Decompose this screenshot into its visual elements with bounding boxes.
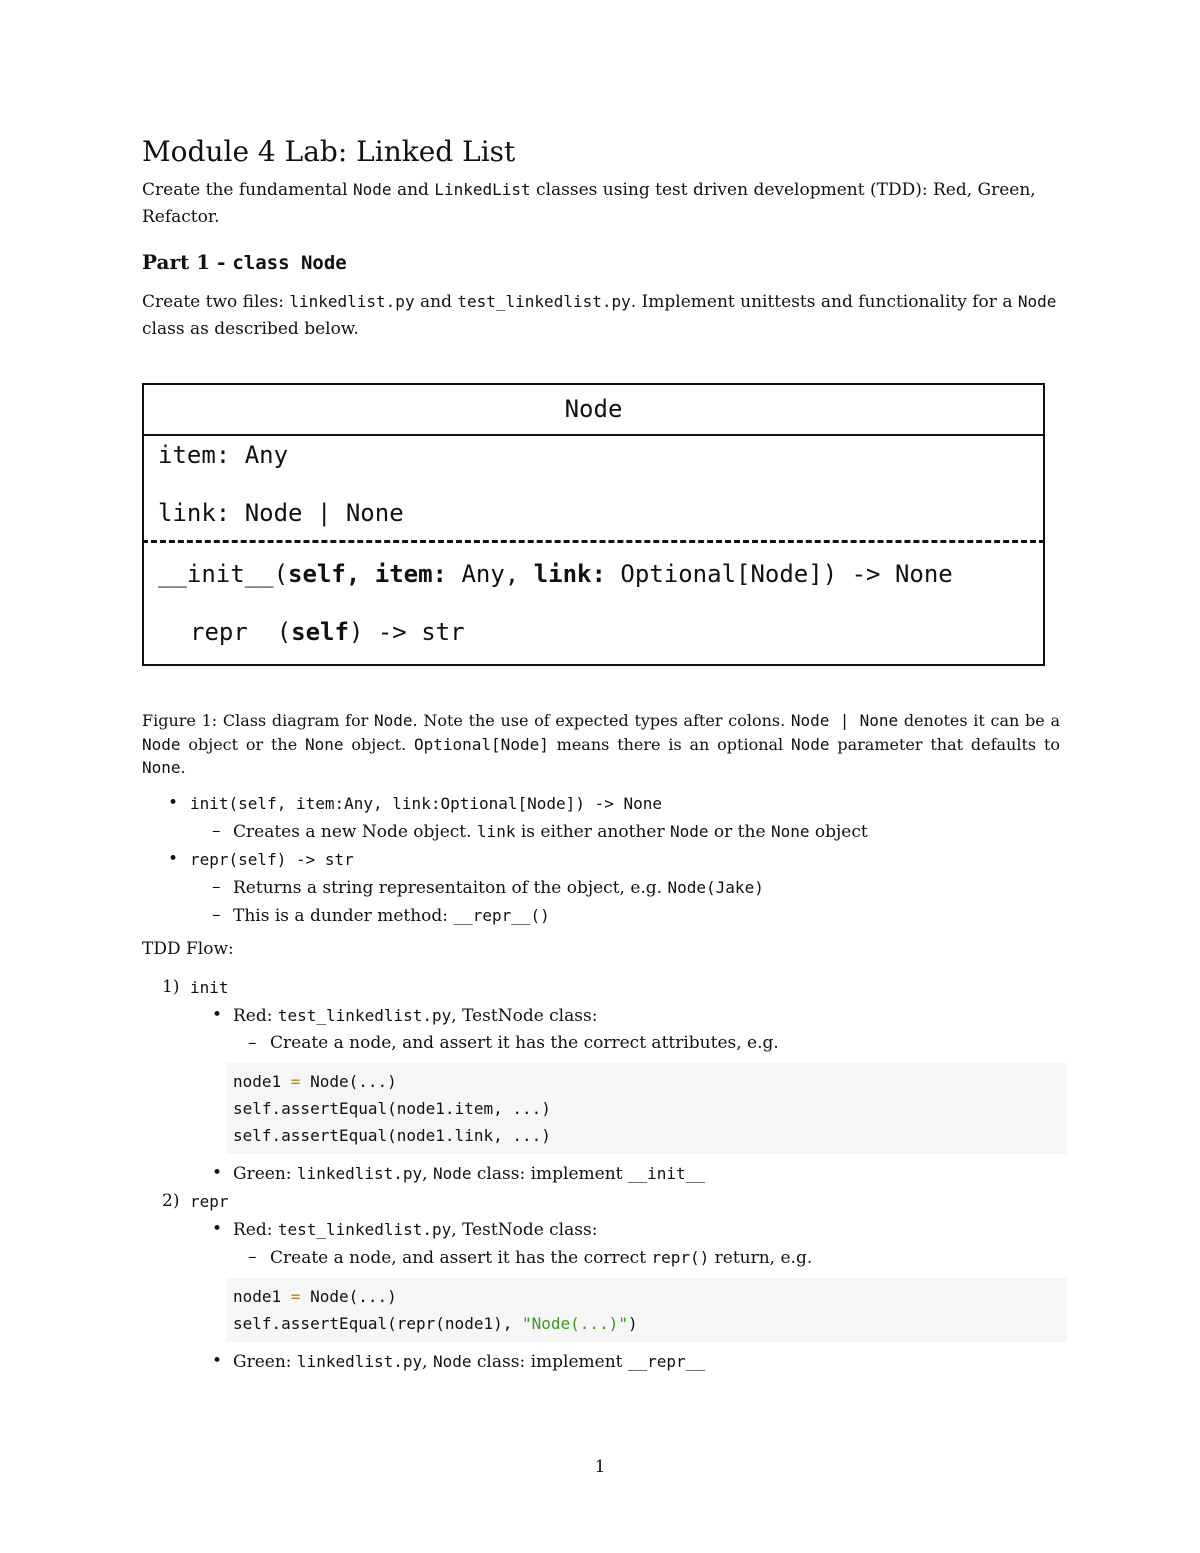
method-signature: repr(self) -> str: [190, 850, 354, 869]
caption-text: object.: [343, 734, 414, 754]
step-text: return, e.g.: [709, 1248, 813, 1268]
tdd-step-init: [142, 974, 1060, 1002]
method-list: [142, 790, 1060, 930]
caption-code: Node: [374, 711, 413, 730]
desc-text: or the: [708, 822, 771, 842]
caption-text: . Note the use of expected types after colons.: [412, 711, 791, 730]
code-line: [233, 1283, 1060, 1310]
page-number: 1: [594, 1457, 606, 1477]
caption-text: Figure 1: Class diagram for: [142, 711, 375, 730]
method-keyword: link:: [533, 560, 606, 588]
tdd-step-repr: [142, 1188, 1060, 1216]
desc-code: link: [476, 822, 516, 841]
list-item: [142, 790, 1060, 818]
para-code: linkedlist.py: [289, 292, 415, 311]
caption-code: Node: [142, 734, 181, 754]
heading-text: Part 1 -: [142, 250, 233, 274]
method-keyword: item:: [374, 560, 447, 588]
step-name: repr: [190, 1192, 229, 1211]
step-number: 2): [162, 1191, 180, 1211]
heading-code: class Node: [232, 252, 347, 274]
step-code: test_linkedlist.py: [277, 1220, 452, 1239]
code-line: [233, 1068, 1060, 1095]
code-operator: =: [290, 1072, 301, 1091]
step-text: , TestNode class:: [451, 1006, 598, 1026]
caption-text: denotes it can be a: [898, 711, 1060, 730]
step-code: test_linkedlist.py: [277, 1006, 452, 1025]
code-token: node1: [233, 1287, 291, 1306]
list-subitem: [142, 1244, 1060, 1272]
list-item: [142, 1002, 1060, 1030]
step-text: Red:: [233, 1006, 278, 1026]
method-keyword: self,: [288, 560, 361, 588]
step-text: ,: [422, 1164, 433, 1184]
caption-code: Node | None: [790, 711, 899, 730]
para-text: . Implement unittests and functionality for a: [630, 292, 1018, 312]
intro-code: LinkedList: [434, 180, 531, 199]
code-token: Node(...): [300, 1072, 397, 1091]
desc-text: object: [809, 822, 868, 842]
para-code: test_linkedlist.py: [457, 292, 631, 311]
tdd-section: [142, 936, 1060, 1376]
part1-paragraph: [142, 288, 1060, 343]
method-text: ) -> str: [348, 618, 465, 646]
desc-code: None: [770, 822, 810, 841]
uml-method-init: [158, 561, 953, 588]
method-text: __init__(: [158, 560, 289, 588]
uml-class-name: Node: [144, 385, 1043, 436]
step-code: __init__: [627, 1164, 705, 1183]
caption-code: Optional[Node]: [413, 734, 549, 754]
caption-text: object or the: [180, 734, 306, 754]
step-code: Node: [432, 1352, 472, 1371]
step-text: class: implement: [471, 1164, 628, 1184]
desc-code: Node: [669, 822, 709, 841]
uml-attributes: [144, 436, 1043, 540]
code-line: [233, 1310, 1060, 1337]
caption-code: Node: [791, 734, 830, 754]
caption-text: .: [180, 758, 186, 777]
figure-caption: [142, 709, 1060, 780]
para-code: Node: [1017, 292, 1057, 311]
intro-paragraph: [142, 176, 1060, 231]
uml-attr-link: link: Node | None: [158, 499, 404, 527]
list-item: [142, 846, 1060, 874]
code-token: Node(...): [300, 1287, 397, 1306]
code-token: ): [627, 1314, 638, 1333]
list-item: [142, 1160, 1060, 1188]
step-code: repr(): [651, 1248, 710, 1267]
step-text: Green:: [233, 1352, 297, 1372]
page-title: Module 4 Lab: Linked List: [142, 135, 516, 168]
intro-text: classes using test driven development (TDD): Red, Green, Refactor.: [142, 180, 1036, 227]
list-item: [142, 1216, 1060, 1244]
method-text: Optional[Node]) -> None: [605, 560, 953, 588]
caption-text: parameter that defaults to: [829, 734, 1061, 754]
code-token: node1: [233, 1072, 291, 1091]
tdd-label: TDD Flow:: [142, 939, 234, 959]
step-text: class: implement: [471, 1352, 628, 1372]
method-text: repr (: [190, 618, 292, 646]
step-text: , TestNode class:: [451, 1220, 598, 1240]
intro-text: Create the fundamental: [142, 180, 354, 200]
caption-text: means there is an optional: [548, 734, 792, 754]
desc-text: This is a dunder method:: [233, 906, 454, 926]
list-subitem: [142, 874, 1060, 902]
desc-code: Node(Jake): [667, 878, 764, 897]
step-text: ,: [422, 1352, 433, 1372]
list-item: [142, 1348, 1060, 1376]
step-code: linkedlist.py: [296, 1164, 423, 1183]
desc-text: Creates a new Node object.: [233, 822, 477, 842]
step-code: __repr__: [627, 1352, 705, 1371]
part1-heading: [142, 247, 1060, 278]
list-subitem: [142, 902, 1060, 930]
method-text: Any,: [447, 560, 534, 588]
caption-code: None: [142, 758, 181, 777]
document-page: [142, 130, 1061, 1372]
list-subitem: [142, 818, 1060, 846]
intro-code: Node: [353, 180, 392, 199]
desc-text: Returns a string representaiton of the object, e.g.: [233, 878, 668, 898]
class-diagram: [142, 383, 1045, 666]
step-text: Red:: [233, 1220, 278, 1240]
intro-text: and: [391, 180, 435, 200]
para-text: class as described below.: [142, 319, 359, 339]
code-operator: =: [290, 1287, 301, 1306]
para-text: Create two files:: [142, 292, 290, 312]
step-number: 1): [162, 977, 180, 997]
uml-methods: [144, 543, 1043, 665]
code-line: self.assertEqual(node1.link, ...): [233, 1126, 551, 1145]
step-name: init: [190, 978, 229, 997]
list-subitem: – Create a node, and assert it has the correct attributes, e.g.: [142, 1030, 1060, 1057]
code-token: self.assertEqual(repr(node1),: [233, 1314, 522, 1333]
step-text: Create a node, and assert it has the correct: [270, 1248, 652, 1268]
step-code: linkedlist.py: [296, 1352, 423, 1371]
caption-code: None: [305, 734, 344, 754]
method-keyword: self: [291, 618, 349, 646]
uml-method-repr: [190, 619, 465, 646]
uml-attr-item: item: Any: [158, 441, 289, 469]
code-block: [226, 1278, 1067, 1342]
code-block: [226, 1063, 1067, 1154]
para-text: and: [414, 292, 458, 312]
desc-text: is either another: [515, 822, 670, 842]
code-line: self.assertEqual(node1.item, ...): [233, 1099, 551, 1118]
step-text: Green:: [233, 1164, 297, 1184]
desc-code: __repr__(): [453, 906, 550, 925]
code-string: "Node(...)": [521, 1314, 628, 1333]
step-code: Node: [432, 1164, 472, 1183]
method-signature: init(self, item:Any, link:Optional[Node]) -> None: [190, 794, 663, 813]
